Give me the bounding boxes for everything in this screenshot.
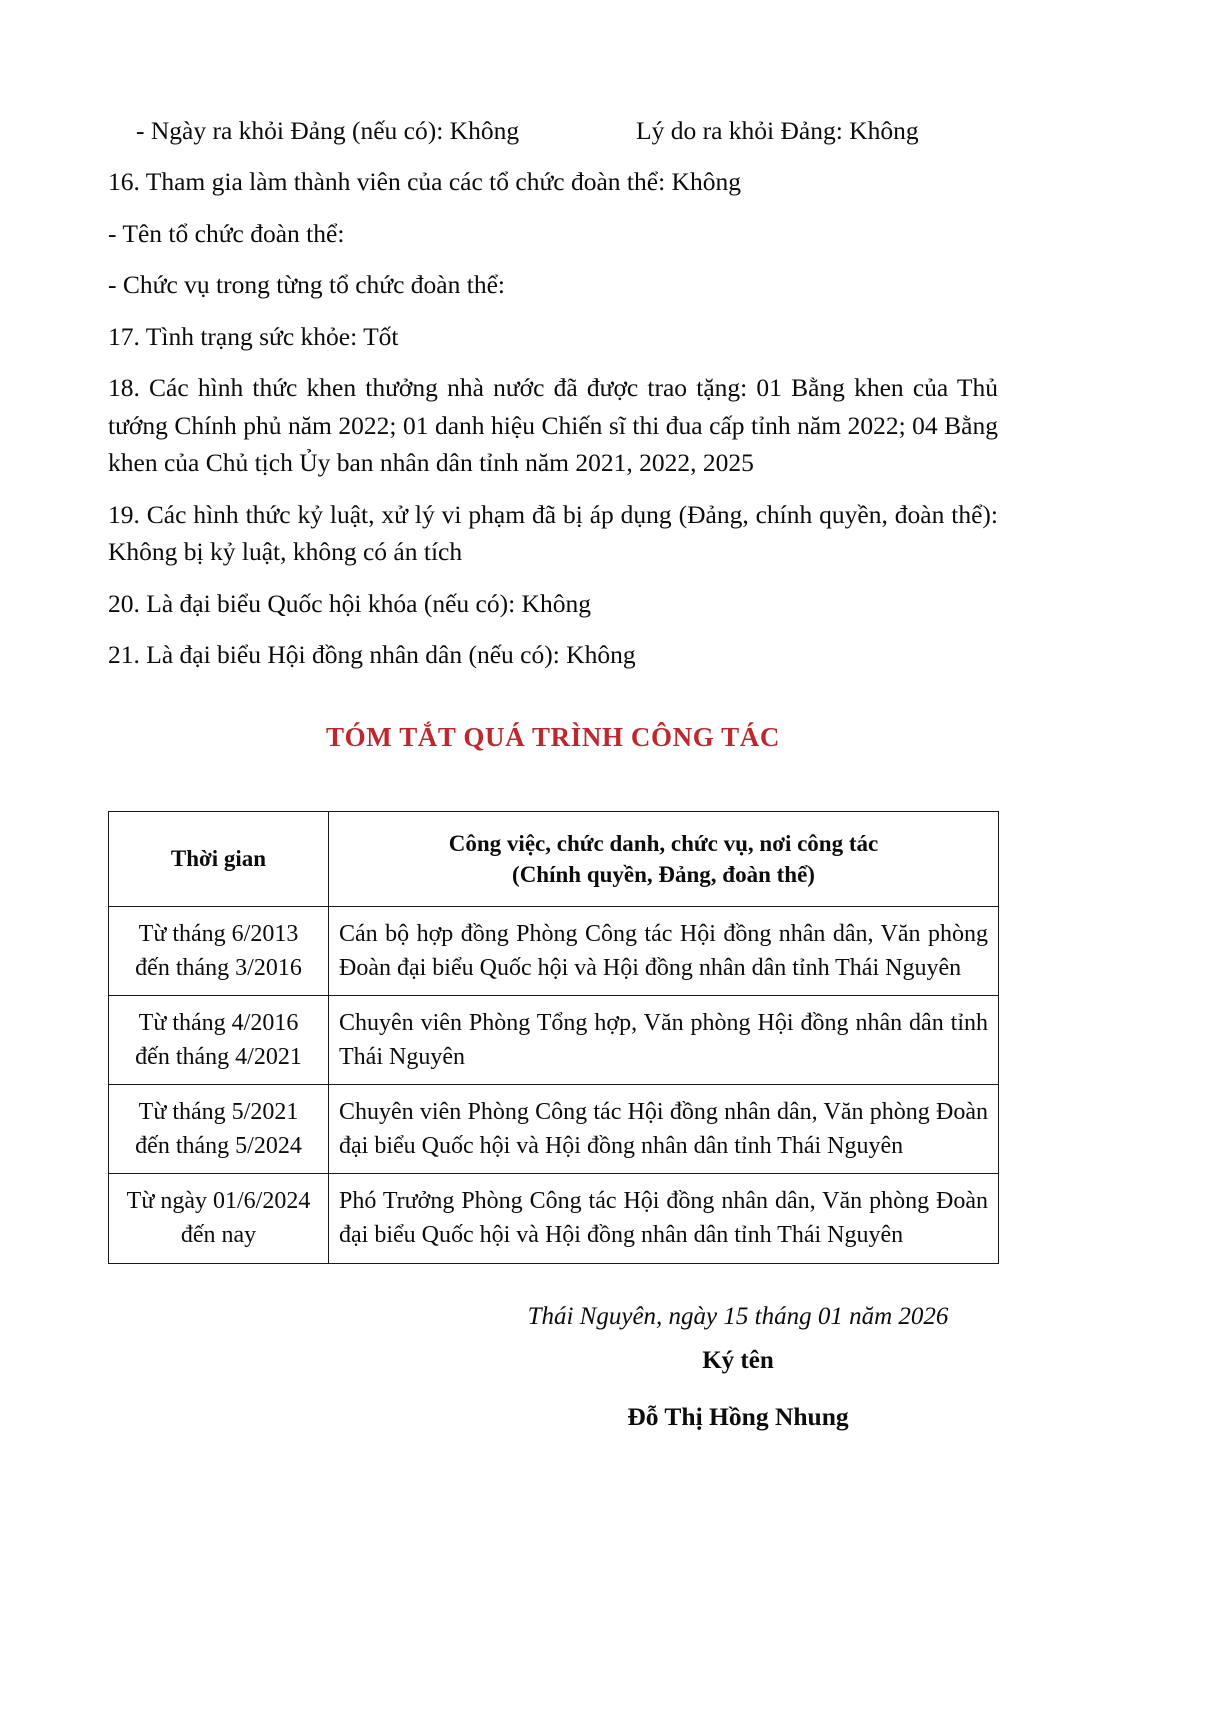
table-row — [109, 1085, 999, 1174]
item-18-awards: 18. Các hình thức khen thưởng nhà nước đã được trao tặng: 01 Bằng khen của Thủ tướng Chính phủ năm 2022; 01 danh hiệu Chiến sĩ thi đua cấp tỉnh năm 2022; 04 Bằng khen của Chủ tịch Ủy ban nhân dân tỉnh năm 2021, 2022, 2025 — [108, 373, 998, 478]
time-line-1: Từ ngày 01/6/2024 — [126, 1188, 311, 1215]
exit-party-reason-text: Lý do ra khỏi Đảng: Không — [636, 116, 919, 145]
item-20-national-assembly: 20. Là đại biểu Quốc hội khóa (nếu có): Không — [108, 588, 591, 618]
time-line-2: đến tháng 5/2024 — [135, 1133, 302, 1160]
item-19-disciplinary: 19. Các hình thức kỷ luật, xử lý vi phạm đã bị áp dụng (Đảng, chính quyền, đoàn thể): Không bị kỷ luật, không có án tích — [108, 499, 998, 567]
signature-inner — [478, 1298, 998, 1438]
time-line-1: Từ tháng 5/2021 — [138, 1099, 299, 1126]
time-line-1: Từ tháng 4/2016 — [138, 1010, 299, 1037]
signature-label: Ký tên — [702, 1347, 774, 1375]
section-title-career-summary: TÓM TẮT QUÁ TRÌNH CÔNG TÁC — [326, 721, 780, 752]
column-header-time — [109, 811, 329, 906]
time-line-2: đến tháng 4/2021 — [135, 1044, 302, 1071]
cell-time — [109, 1174, 329, 1263]
column-header-job-label-line1: Công việc, chức danh, chức vụ, nơi công tác — [448, 830, 879, 856]
cell-time — [109, 906, 329, 995]
column-header-time-label: Thời gian — [170, 846, 267, 872]
time-line-1: Từ tháng 6/2013 — [138, 920, 299, 947]
time-line-2: đến tháng 3/2016 — [135, 954, 302, 981]
signature-name: Đỗ Thị Hồng Nhung — [627, 1402, 849, 1432]
cell-time — [109, 1085, 329, 1174]
column-header-job — [329, 811, 999, 906]
table-row — [109, 996, 999, 1085]
exit-party-date-text: - Ngày ra khỏi Đảng (nếu có): Không — [136, 116, 520, 145]
career-summary-table — [108, 811, 999, 1264]
signature-block — [108, 1298, 998, 1438]
document-content — [108, 112, 998, 1438]
cell-job: Cán bộ hợp đồng Phòng Công tác Hội đồng nhân dân, Văn phòng Đoàn đại biểu Quốc hội và Hội đồng nhân dân tỉnh Thái Nguyên — [329, 906, 999, 995]
signature-place-date: Thái Nguyên, ngày 15 tháng 01 năm 2026 — [527, 1302, 949, 1330]
item-21-peoples-council: 21. Là đại biểu Hội đồng nhân dân (nếu có): Không — [108, 640, 636, 670]
career-table-container — [108, 811, 998, 1264]
time-line-2: đến nay — [180, 1222, 257, 1249]
table-row — [109, 906, 999, 995]
item-16-organization-position: - Chức vụ trong từng tổ chức đoàn thể: — [108, 270, 505, 300]
item-17-health-status: 17. Tình trạng sức khỏe: Tốt — [108, 321, 399, 351]
column-header-job-label-line2: (Chính quyền, Đảng, đoàn thể) — [512, 861, 815, 887]
item-16-organization-name: - Tên tổ chức đoàn thể: — [108, 218, 345, 248]
table-header-row — [109, 811, 999, 906]
cell-job: Chuyên viên Phòng Tổng hợp, Văn phòng Hội đồng nhân dân tỉnh Thái Nguyên — [329, 996, 999, 1085]
table-row — [109, 1174, 999, 1263]
cell-job: Phó Trưởng Phòng Công tác Hội đồng nhân dân, Văn phòng Đoàn đại biểu Quốc hội và Hội đồng nhân dân tỉnh Thái Nguyên — [329, 1174, 999, 1263]
cell-time — [109, 996, 329, 1085]
item-16: 16. Tham gia làm thành viên của các tổ chức đoàn thể: Không — [108, 167, 741, 197]
cell-job: Chuyên viên Phòng Công tác Hội đồng nhân dân, Văn phòng Đoàn đại biểu Quốc hội và Hội đồng nhân dân tỉnh Thái Nguyên — [329, 1085, 999, 1174]
line-exit-party — [108, 112, 998, 149]
